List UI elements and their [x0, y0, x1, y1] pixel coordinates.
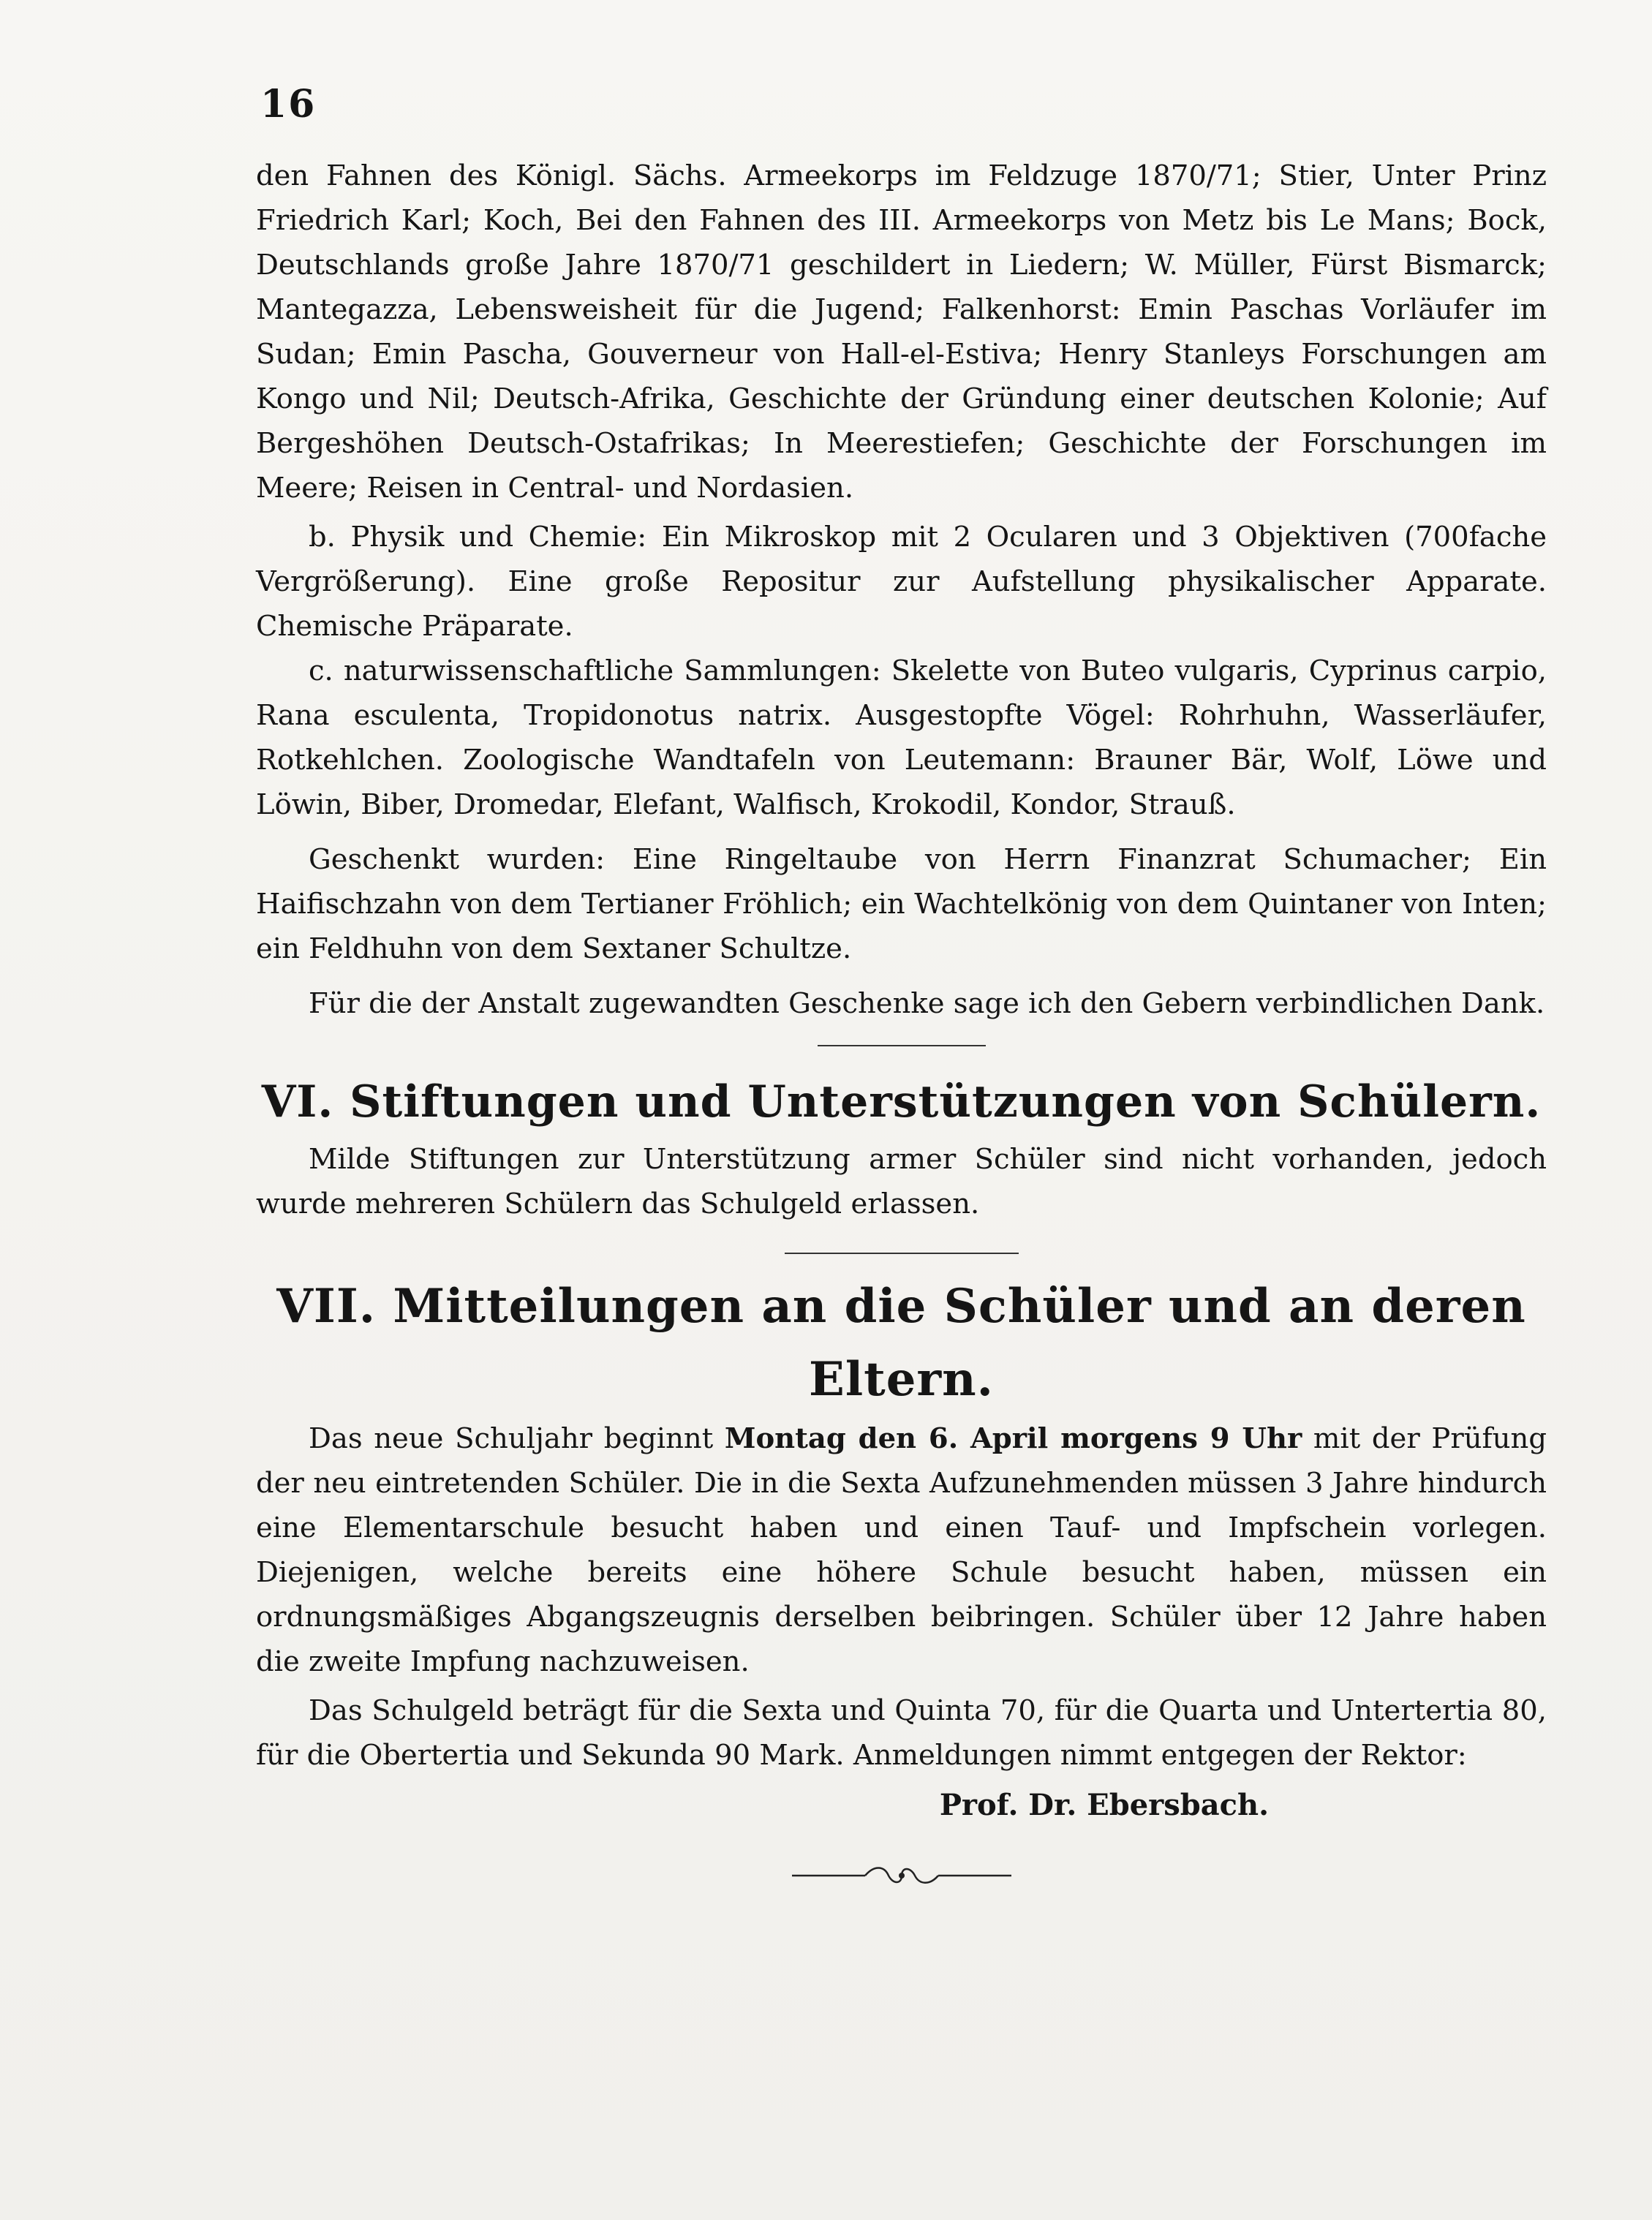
- admission-requirements-text: mit der Prüfung der neu eintretenden Schüler. Die in die Sexta Aufzunehmenden müssen 3 Jahre hindurch eine Elementarschule besucht haben und einen Tauf- und Impfschein vorlegen. Diejenigen, welche bereits eine höhere Schule besucht haben, müssen ein ordnungsmäßiges Abgangszeugnis derselben beibringen. Schüler über 12 Jahre haben die zweite Impfung nachzuweisen.: [256, 1422, 1547, 1678]
- school-year-start-text: Das neue Schuljahr beginnt: [309, 1422, 725, 1455]
- director-signature: Prof. Dr. Ebersbach.: [939, 1788, 1269, 1822]
- section-heading-vii: VII. Mitteilungen an die Schüler und an deren Eltern.: [276, 1279, 1526, 1407]
- section-vii-paragraph-2: Das Schulgeld beträgt für die Sexta und Quinta 70, für die Quarta und Untertertia 80, für die Obertertia und Sekunda 90 Mark. Anmeldungen nimmt entgegen der Rektor:: [256, 1694, 1547, 1772]
- ornament-divider-icon: [792, 1861, 1011, 1890]
- page-content: [256, 154, 1547, 1890]
- natural-science-collections-paragraph: c. naturwissenschaftliche Sammlungen: Skelette von Buteo vulgaris, Cyprinus carpio, Rana esculenta, Tropidonotus natrix. Ausgestopfte Vögel: Rohrhuhn, Wasserläufer, Rotkehlchen. Zoologische Wandtafeln von Leutemann: Brauner Bär, Wolf, Löwe und Löwin, Biber, Dromedar, Elefant, Walfisch, Krokodil, Kondor, Strauß.: [256, 654, 1547, 821]
- section-vi-text: Milde Stiftungen zur Unterstützung armer Schüler sind nicht vorhanden, jedoch wurde mehreren Schülern das Schulgeld erlassen.: [256, 1143, 1547, 1220]
- donations-paragraph: Geschenkt wurden: Eine Ringeltaube von Herrn Finanzrat Schumacher; Ein Haifischzahn von dem Tertianer Fröhlich; ein Wachtelkönig von dem Quintaner von Inten; ein Feldhuhn von dem Sextaner Schultze.: [256, 843, 1547, 965]
- book-list-paragraph: den Fahnen des Königl. Sächs. Armeekorps im Feldzuge 1870/71; Stier, Unter Prinz Friedrich Karl; Koch, Bei den Fahnen des III. Armeekorps von Metz bis Le Mans; Bock, Deutschlands große Jahre 1870/71 geschildert in Liedern; W. Müller, Fürst Bismarck; Mantegazza, Lebensweisheit für die Jugend; Falkenhorst: Emin Paschas Vorläufer im Sudan; Emin Pascha, Gouverneur von Hall-el-Estiva; Henry Stanleys Forschungen am Kongo und Nil; Deutsch-Afrika, Geschichte der Gründung einer deutschen Kolonie; Auf Bergeshöhen Deutsch-Ostafrikas; In Meerestiefen; Geschichte der Forschungen im Meere; Reisen in Central- und Nordasien.: [256, 159, 1547, 505]
- section-divider: [785, 1253, 1019, 1254]
- section-vii-paragraph-1: [256, 1416, 1547, 1684]
- thanks-paragraph: Für die der Anstalt zugewandten Geschenke sage ich den Gebern verbindlichen Dank.: [309, 987, 1545, 1020]
- section-heading-vi: VI. Stiftungen und Unterstützungen von Schülern.: [261, 1076, 1542, 1128]
- physics-chemistry-paragraph: b. Physik und Chemie: Ein Mikroskop mit 2 Ocularen und 3 Objektiven (700fache Vergrößerung). Eine große Repositur zur Aufstellung physikalischer Apparate. Chemische Präparate.: [256, 521, 1547, 643]
- school-year-start-date: Montag den 6. April morgens 9 Uhr: [724, 1422, 1302, 1455]
- section-divider: [818, 1045, 986, 1046]
- page-number: 16: [260, 82, 317, 127]
